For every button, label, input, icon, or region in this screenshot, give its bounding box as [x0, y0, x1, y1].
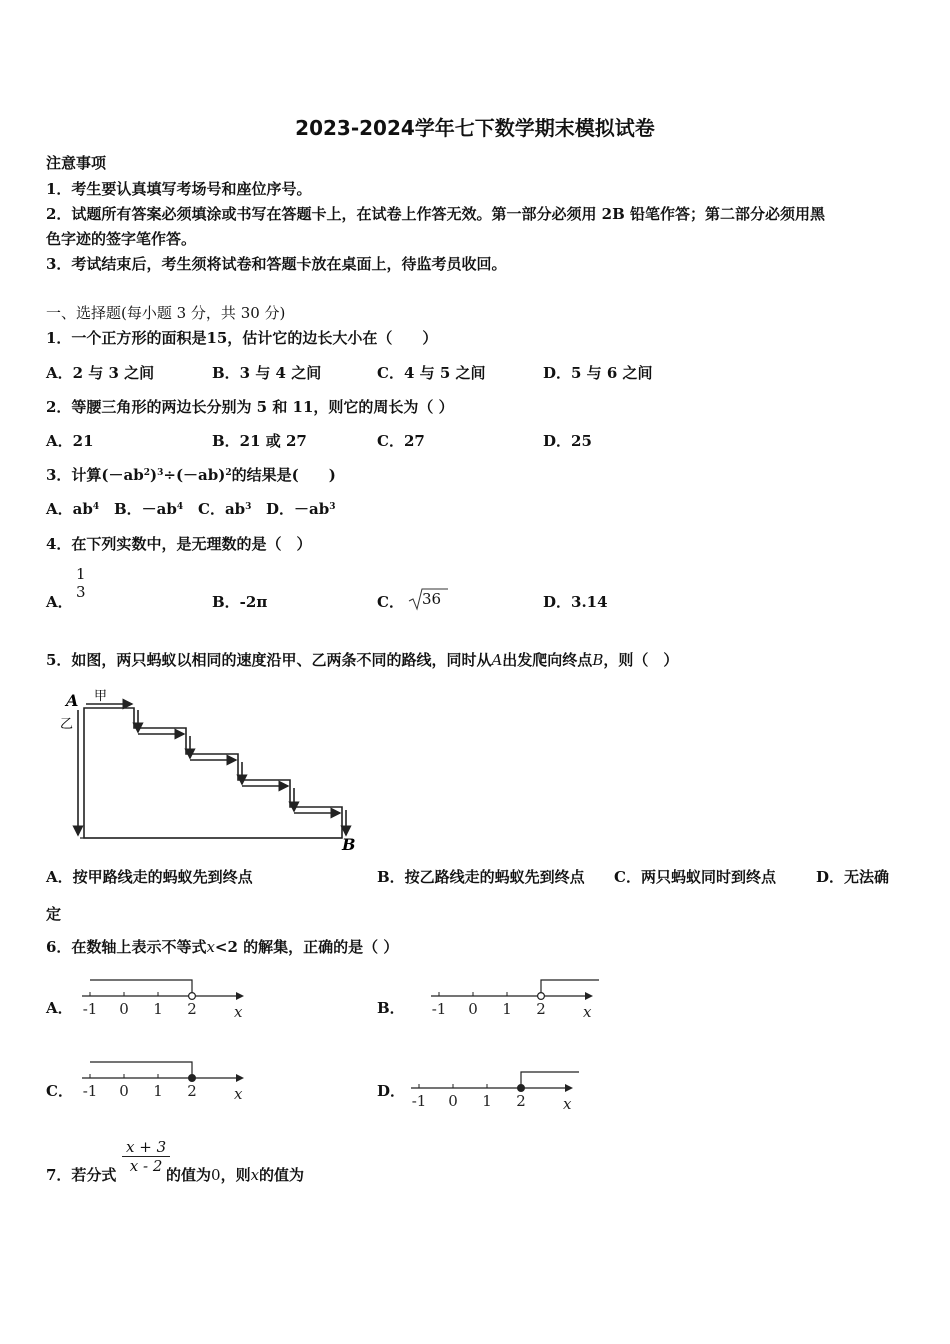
q3-option-a-text: A．ab [46, 500, 93, 518]
q3-option-d-text: D．－ab [266, 500, 330, 518]
q6-option-a-label: A． [46, 999, 73, 1017]
figure-label-jia: 甲 [94, 689, 108, 704]
q2-option-b: B．21 或 27 [212, 432, 307, 450]
tick-label: -1 [431, 1000, 447, 1018]
notice-item-2: 2．试题所有答案必须填涂或书写在答题卡上，在试卷上作答无效。第一部分必须用 2B 铅笔作答；第二部分必须用黑 [46, 205, 826, 223]
q6-option-b-label: B． [377, 999, 405, 1017]
q3-option-d-exp: 3 [329, 502, 336, 512]
tick-label: 2 [516, 1092, 526, 1110]
q3-stem-pre: 3．计算(－ab [46, 466, 144, 484]
q5-option-d: D．无法确 [816, 868, 890, 886]
q5-option-a: A．按甲路线走的蚂蚁先到终点 [46, 868, 253, 886]
q7-frac-den: x - 2 [122, 1156, 170, 1175]
q5-stem [46, 649, 678, 670]
q1-option-b: B．3 与 4 之间 [212, 364, 322, 382]
axis-arrow-icon [585, 992, 593, 1000]
q1-option-c: C．4 与 5 之间 [377, 364, 486, 382]
q1-option-a: A．2 与 3 之间 [46, 364, 155, 382]
q6-number-line-b [425, 972, 605, 1022]
tick-label: 1 [153, 1000, 163, 1018]
solution-ray [521, 1072, 579, 1088]
q7-frac-num: x + 3 [126, 1138, 167, 1156]
q6-var: x [206, 938, 215, 956]
q2-option-a: A．21 [46, 432, 94, 450]
q2-option-c: C．27 [377, 432, 425, 450]
q3-exponent-2: 3 [157, 468, 164, 478]
tick-label: 0 [468, 1000, 478, 1018]
axis-arrow-icon [565, 1084, 573, 1092]
q5-stem-mid: 出发爬向终点 [502, 651, 593, 669]
q6-stem-post: <2 的解集，正确的是（ ） [214, 938, 399, 956]
page-title: 2023-2024学年七下数学期末模拟试卷 [295, 116, 655, 140]
q6-number-line-c [76, 1054, 256, 1104]
q6-number-line-d [405, 1064, 590, 1114]
q4-frac-den: 3 [76, 583, 86, 601]
figure-label-a: A [66, 691, 79, 710]
q3-stem [46, 464, 336, 485]
q5-option-c: C．两只蚂蚁同时到终点 [614, 868, 776, 886]
tick-label: 1 [502, 1000, 512, 1018]
q7-stem-mid2: ，则 [220, 1166, 251, 1184]
q4-frac-num: 1 [76, 565, 86, 583]
q5-staircase-figure [50, 680, 370, 855]
axis-var-label: x [234, 1003, 243, 1021]
q1-option-d: D．5 与 6 之间 [543, 364, 653, 382]
notice-item-2-cont: 色字迹的签字笔作答。 [46, 230, 197, 248]
q3-exponent-3: 2 [225, 468, 232, 478]
tick-label: -1 [82, 1082, 98, 1100]
q3-stem-post: 的结果是( ) [231, 466, 336, 484]
axis-var-label: x [234, 1085, 243, 1103]
q4-option-a-label: A． [46, 593, 73, 611]
q5-point-b: B [592, 651, 604, 669]
q7-stem-rest [166, 1164, 304, 1185]
tick-label: 2 [187, 1082, 197, 1100]
q5-point-a: A [491, 651, 503, 669]
q3-option-d [266, 498, 335, 519]
q3-option-b-text: B．－ab [114, 500, 177, 518]
tick-label: 2 [536, 1000, 546, 1018]
solution-ray [541, 980, 599, 996]
solution-ray [90, 980, 192, 996]
axis-arrow-icon [236, 992, 244, 1000]
notice-item-3: 3．考试结束后，考生须将试卷和答题卡放在桌面上，待监考员收回。 [46, 255, 507, 273]
section-heading: 一、选择题(每小题 3 分，共 30 分) [46, 304, 286, 322]
q3-option-c-exp: 3 [245, 502, 252, 512]
open-dot [538, 993, 545, 1000]
q6-stem-pre: 6．在数轴上表示不等式 [46, 938, 207, 956]
q3-option-c-text: C．ab [198, 500, 246, 518]
q6-option-c-label: C． [46, 1082, 73, 1100]
q6-option-d-label: D． [377, 1082, 406, 1100]
q4-sqrt-radicand: 36 [422, 590, 442, 608]
q3-stem-mid1: ) [150, 466, 158, 484]
q5-option-d-cont: 定 [46, 905, 62, 923]
axis-var-label: x [563, 1095, 572, 1113]
q4-option-c-sqrt [408, 586, 448, 616]
q4-option-a-fraction [72, 565, 90, 601]
notice-item-1: 1．考生要认真填写考场号和座位序号。 [46, 180, 312, 198]
closed-dot [189, 1075, 196, 1082]
q4-option-b: B．-2π [212, 593, 268, 611]
q6-stem [46, 936, 398, 957]
q3-stem-mid2: ÷(－ab) [163, 466, 226, 484]
solution-ray [90, 1062, 192, 1078]
q3-option-b-exp: 4 [176, 502, 184, 512]
q7-var: x [250, 1166, 260, 1184]
tick-label: 2 [187, 1000, 197, 1018]
q3-option-c [198, 498, 251, 519]
figure-label-yi: 乙 [60, 717, 74, 732]
q4-stem: 4．在下列实数中，是无理数的是（ ） [46, 535, 312, 553]
q4-option-c-label: C． [377, 593, 404, 611]
q5-stem-post: ，则（ ） [603, 651, 679, 669]
tick-label: 0 [448, 1092, 458, 1110]
q7-stem-pre: 7．若分式 [46, 1166, 117, 1184]
open-dot [189, 993, 196, 1000]
tick-label: -1 [82, 1000, 98, 1018]
q7-zero: 0 [211, 1166, 221, 1184]
q7-stem-mid: 的值为 [166, 1166, 212, 1184]
q3-exponent-1: 2 [143, 468, 151, 478]
q7-stem-post: 的值为 [259, 1166, 305, 1184]
tick-label: 0 [119, 1000, 129, 1018]
figure-label-b: B [342, 835, 356, 854]
q6-number-line-a [76, 972, 256, 1022]
q7-fraction [122, 1138, 170, 1175]
q4-option-d: D．3.14 [543, 593, 608, 611]
q5-option-b: B．按乙路线走的蚂蚁先到终点 [377, 868, 585, 886]
q1-stem: 1．一个正方形的面积是15，估计它的边长大小在（ ） [46, 329, 438, 347]
q3-option-a [46, 498, 99, 519]
staircase-outline [84, 708, 342, 838]
q2-stem: 2．等腰三角形的两边长分别为 5 和 11，则它的周长为（ ） [46, 398, 454, 416]
tick-label: 1 [482, 1092, 492, 1110]
notice-heading: 注意事项 [46, 154, 107, 172]
closed-dot [518, 1085, 525, 1092]
q5-stem-pre: 5．如图，两只蚂蚁以相同的速度沿甲、乙两条不同的路线，同时从 [46, 651, 492, 669]
q3-option-a-exp: 4 [92, 502, 100, 512]
axis-arrow-icon [236, 1074, 244, 1082]
q2-option-d: D．25 [543, 432, 592, 450]
tick-label: 1 [153, 1082, 163, 1100]
tick-label: 0 [119, 1082, 129, 1100]
q3-option-b [114, 498, 183, 519]
tick-label: -1 [411, 1092, 427, 1110]
axis-var-label: x [583, 1003, 592, 1021]
